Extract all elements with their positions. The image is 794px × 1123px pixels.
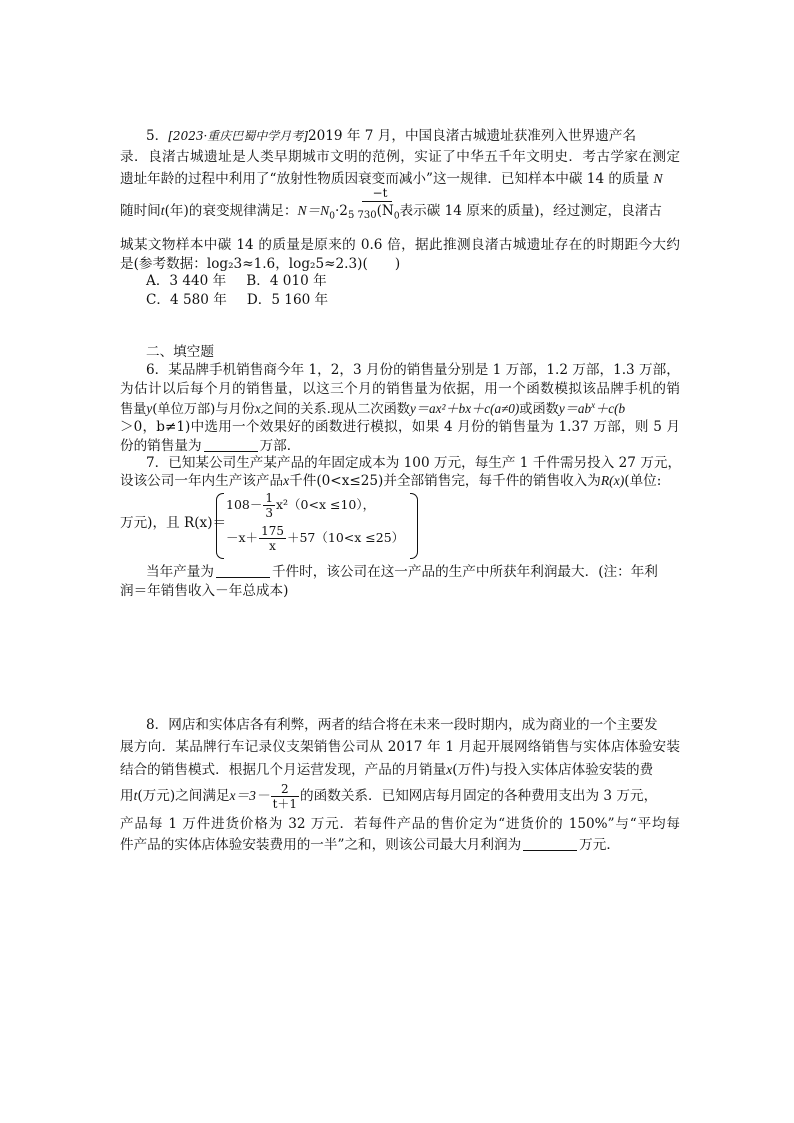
section-title-text: 二、填空题 bbox=[146, 344, 214, 360]
q5-number: 5． bbox=[146, 128, 169, 144]
piecewise-case-2 bbox=[226, 524, 466, 553]
q8-text: (万元)之间满足 bbox=[137, 788, 230, 804]
q8-line-5 bbox=[120, 815, 680, 834]
frac-den: t＋1 bbox=[272, 797, 298, 811]
q8-var: x bbox=[446, 762, 453, 777]
q5-text: 是(参考数据：log₂3≈1.6，log₂5≈2.3)( ) bbox=[120, 256, 401, 272]
q6-text: ＞0，b≠1)中选用一个效果好的函数进行模拟，如果 4 月份的销售量为 1.37 万部，则 5 月 bbox=[120, 419, 680, 435]
q5-line-4 bbox=[120, 201, 680, 225]
q7-text: 千件时，该公司在这一产品的生产中所获年利润最大．(注：年利 bbox=[271, 564, 658, 580]
q5-text: 2019 年 7 月，中国良渚古城遗址获准列入世界遗产名 bbox=[307, 128, 637, 144]
q8-text: (万件)与投入实体店体验安装的费 bbox=[452, 762, 654, 778]
answer-blank[interactable] bbox=[204, 437, 258, 452]
q5-text: 录．良渚古城遗址是人类早期城市文明的范例，实证了中华五千年文明史．考古学家在测定 bbox=[120, 149, 680, 165]
answer-blank[interactable] bbox=[216, 563, 270, 578]
piecewise-case-1 bbox=[226, 491, 466, 520]
q8-text: 用 bbox=[120, 788, 134, 804]
q8-text: 结合的销售模式．根据几个月运营发现，产品的月销量 bbox=[120, 762, 447, 778]
q6-line-2 bbox=[120, 380, 680, 399]
q5-sub: 0 bbox=[393, 211, 400, 222]
q8-text: 产品每 1 万件进货价格为 32 万元．若每件产品的售价定为“进货价的 150%”与“平均每 bbox=[120, 816, 680, 832]
q8-line-6 bbox=[120, 836, 680, 855]
q5-line-2 bbox=[120, 148, 680, 167]
q6-text: 为估计以后每个月的销售量，以这三个月的销售量为依据，用一个函数模拟该品牌手机的销 bbox=[120, 381, 680, 397]
q5-options-row-1 bbox=[146, 272, 706, 291]
q6-text: 或函数 bbox=[519, 402, 559, 417]
q8-var: t bbox=[133, 788, 138, 803]
frac-num: 2 bbox=[271, 782, 299, 797]
q5-text: 城某文物样本中碳 14 的质量是原来的 0.6 倍，据此推测良渚古城遗址存在的时期距今大约 bbox=[120, 237, 680, 253]
q8-text: 万元． bbox=[579, 837, 620, 853]
q6-text: 6．某品牌手机销售商今年 1，2，3 月份的销售量分别是 1 万部，1.2 万部，1.3 万部， bbox=[146, 362, 680, 378]
q6-line-4 bbox=[120, 418, 680, 437]
option-b[interactable]: B．4 010 年 bbox=[246, 273, 327, 289]
q5-line-1 bbox=[146, 127, 706, 146]
q5-line-5 bbox=[120, 236, 680, 255]
q5-exponent-den: 5 730 bbox=[347, 210, 377, 221]
exponent-num: −t bbox=[372, 186, 388, 200]
q6-text: 之间的关系.现从二次函数 bbox=[260, 402, 410, 417]
q6-text: 份的销售量为 bbox=[120, 438, 202, 454]
q6-var: y bbox=[146, 401, 153, 416]
option-a[interactable]: A．3 440 年 bbox=[146, 273, 227, 289]
q7-text: 7．已知某公司生产某产品的年固定成本为 100 万元，每生产 1 千件需另投入 27 万元， bbox=[146, 455, 682, 471]
left-brace bbox=[216, 493, 224, 559]
q8-text: 展方向．某品牌行车记录仪支架销售公司从 2017 年 1 月起开展网络销售与实体店体验安装 bbox=[120, 739, 680, 755]
q8-text: 的函数关系．已知网店每月固定的各种费用支出为 3 万元， bbox=[300, 788, 658, 804]
q5-var: N bbox=[653, 171, 663, 186]
q5-options-row-2 bbox=[146, 291, 706, 310]
q7-text: 当年产量为 bbox=[146, 564, 214, 580]
q7-var: x bbox=[283, 473, 290, 488]
q5-var: t bbox=[160, 203, 165, 218]
q7-line-2 bbox=[120, 471, 680, 491]
q6-line-1 bbox=[146, 361, 706, 380]
fraction-one-third bbox=[263, 491, 275, 520]
q7-text: (单位: bbox=[624, 473, 662, 489]
q7-line-4 bbox=[146, 563, 706, 582]
q5-formula: N＝N bbox=[297, 203, 330, 218]
q5-text: (年)的衰变规律满足： bbox=[164, 203, 298, 219]
q5-source: [2023·重庆巴蜀中学月考] bbox=[168, 129, 308, 143]
frac-den: 3 bbox=[265, 506, 273, 520]
q7-text: 设该公司一年内生产该产品 bbox=[120, 473, 284, 489]
q8-line-2 bbox=[120, 738, 680, 757]
q5-formula: ·2 bbox=[334, 203, 348, 219]
q5-text: 随时间 bbox=[120, 203, 161, 219]
q5-text: 遗址年龄的过程中利用了“放射性物质因衰变而减小”这一规律．已知样本中碳 14 的质量 bbox=[120, 171, 650, 187]
section-title bbox=[146, 343, 706, 362]
q7-text: 润＝年销售收入－年总成本) bbox=[120, 583, 289, 599]
q5-sub: 0 bbox=[329, 211, 335, 222]
q6-var: x bbox=[254, 401, 261, 416]
q5-line-3 bbox=[120, 169, 680, 189]
q8-text: 件产品的实体店体验安装费用的一半”之和，则该公司最大月利润为 bbox=[120, 837, 522, 853]
case1-cond: x²（0<x ≤10）， bbox=[276, 497, 376, 512]
q7-line-5 bbox=[120, 582, 680, 601]
frac-den: x bbox=[269, 539, 276, 553]
q6-line-3 bbox=[120, 399, 680, 419]
q7-line-3 bbox=[120, 514, 227, 533]
q8-formula: x＝3－ bbox=[229, 788, 270, 803]
case1-text: 108－ bbox=[226, 497, 263, 512]
fraction-2-over-t-plus-1 bbox=[271, 782, 299, 811]
q7-var: R(x) bbox=[600, 473, 625, 488]
q6-formula: y＝ax²＋bx＋c(a≠0) bbox=[409, 401, 520, 416]
q6-formula: ＋c(b bbox=[595, 401, 626, 416]
q6-text: 售量 bbox=[120, 402, 147, 417]
q8-text: 8．网店和实体店各有利弊，两者的结合将在未来一段时期内，成为商业的一个主要发 bbox=[146, 717, 658, 733]
option-c[interactable]: C．4 580 年 bbox=[146, 292, 227, 308]
q7-text: 千件(0<x≤25)并全部销售完，每千件的销售收入为 bbox=[289, 473, 601, 489]
q8-line-3 bbox=[120, 760, 680, 780]
q6-formula: y＝ab bbox=[558, 401, 592, 416]
q5-text: 表示碳 14 原来的质量)，经过测定，良渚古 bbox=[399, 203, 662, 219]
q8-line-4 bbox=[120, 782, 680, 811]
frac-num: 175 bbox=[261, 524, 284, 538]
q7-text: 万元)，且 R(x)＝ bbox=[120, 515, 227, 531]
case2-text: －x＋ bbox=[226, 530, 259, 545]
q8-line-1 bbox=[146, 716, 706, 735]
q6-text: (单位万部)与月份 bbox=[152, 402, 255, 417]
option-d[interactable]: D．5 160 年 bbox=[246, 292, 329, 308]
case2-cond: ＋57（10<x ≤25） bbox=[286, 530, 405, 545]
fraction-175-over-x bbox=[259, 524, 286, 553]
q6-exponent: x bbox=[591, 399, 596, 410]
q6-text: 万部． bbox=[259, 438, 301, 454]
q5-text: (N bbox=[376, 203, 394, 219]
frac-num: 1 bbox=[265, 491, 273, 505]
answer-blank[interactable] bbox=[523, 836, 577, 851]
